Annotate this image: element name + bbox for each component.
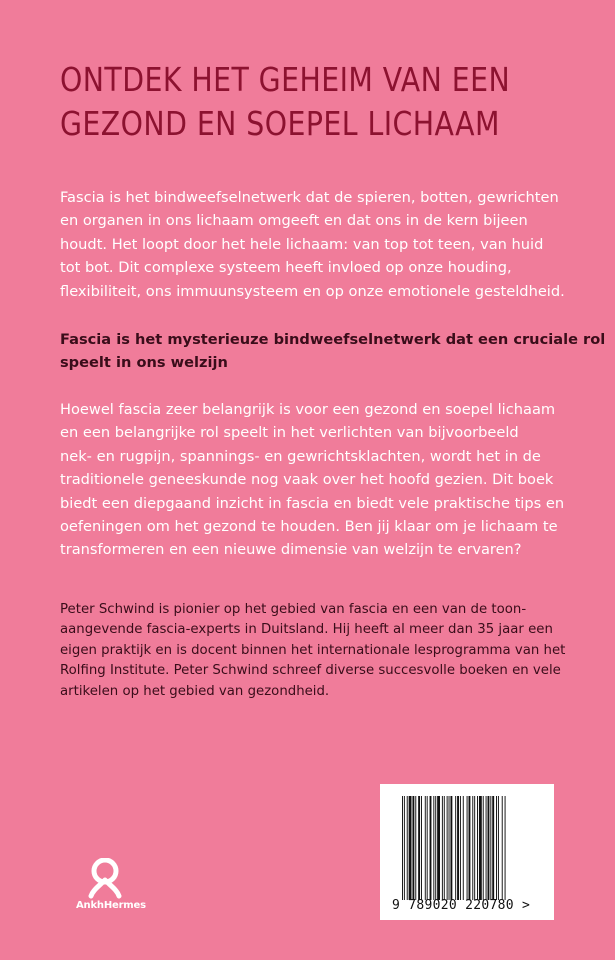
barcode-bar bbox=[463, 796, 464, 900]
barcode-bar bbox=[455, 796, 456, 900]
intro-line: tot bot. Dit complexe systeem heeft invloed op onze houding, bbox=[60, 259, 512, 277]
barcode-bar bbox=[502, 796, 503, 900]
barcode-bar bbox=[460, 796, 461, 900]
body-line: biedt een diepgaand inzicht in fascia en biedt vele praktische tips en bbox=[60, 494, 565, 512]
barcode-bar bbox=[404, 796, 405, 900]
highlight-paragraph bbox=[60, 328, 606, 375]
headline bbox=[60, 58, 511, 146]
body-line: nek- en rugpijn, spannings- en gewrichtsklachten, wordt het in de bbox=[60, 447, 541, 465]
barcode-bar bbox=[472, 796, 473, 900]
bio-line: artikelen op het gebied van gezondheid. bbox=[60, 683, 330, 699]
intro-line: houdt. Het loopt door het hele lichaam: van top tot teen, van huid bbox=[60, 235, 544, 253]
barcode-bars bbox=[402, 796, 536, 900]
publisher-logo bbox=[76, 858, 146, 918]
barcode-bar bbox=[415, 796, 416, 900]
barcode-bar bbox=[477, 796, 478, 900]
body-line: oefeningen om het gezond te houden. Ben jij klaar om je lichaam te bbox=[60, 518, 558, 536]
headline-line-2: GEZOND EN SOEPEL LICHAAM bbox=[60, 104, 500, 143]
body-paragraph bbox=[60, 398, 580, 562]
body-line: en een belangrijke rol speelt in het verlichten van bijvoorbeeld bbox=[60, 424, 519, 442]
barcode-bar bbox=[469, 796, 471, 900]
barcode-bar bbox=[433, 796, 434, 900]
intro-paragraph bbox=[60, 186, 580, 303]
barcode-bar bbox=[490, 796, 491, 900]
barcode-bar bbox=[412, 796, 414, 900]
barcode-bar bbox=[474, 796, 475, 900]
intro-line: Fascia is het bindweefselnetwerk dat de spieren, botten, gewrichten bbox=[60, 189, 559, 206]
barcode-bar bbox=[435, 796, 436, 900]
body-line: Hoewel fascia zeer belangrijk is voor een gezond en soepel lichaam bbox=[60, 401, 556, 418]
barcode-bar bbox=[450, 796, 452, 900]
bio-line: eigen praktijk en is docent binnen het internationale lesprogramma van het bbox=[60, 642, 566, 658]
intro-line: flexibiliteit, ons immuunsysteem en op onze emotionele gesteldheid. bbox=[60, 282, 565, 300]
highlight-line: Fascia is het mysterieuze bindweefselnetwerk dat een cruciale rol bbox=[60, 331, 606, 348]
barcode-bar bbox=[442, 796, 443, 900]
intro-line: en organen in ons lichaam omgeeft en dat ons in de kern bijeen bbox=[60, 212, 528, 230]
barcode-digits: 9 789020 220780 > bbox=[392, 898, 531, 913]
body-line: traditionele geneeskunde nog vaak over het hoofd gezien. Dit boek bbox=[60, 471, 554, 489]
barcode bbox=[380, 784, 554, 920]
barcode-bar bbox=[492, 796, 494, 900]
highlight-line: speelt in ons welzijn bbox=[60, 354, 228, 372]
body-line: transformeren en een nieuwe dimensie van welzijn te ervaren? bbox=[60, 541, 522, 559]
barcode-bar bbox=[467, 796, 468, 900]
barcode-bar bbox=[430, 796, 432, 900]
barcode-bar bbox=[421, 796, 422, 900]
barcode-bar bbox=[418, 796, 420, 900]
publisher-name: AnkhHermes bbox=[76, 900, 146, 911]
barcode-bar bbox=[437, 796, 440, 900]
barcode-bar bbox=[505, 796, 506, 900]
headline-line-1: ONTDEK HET GEHEIM VAN EEN bbox=[60, 60, 511, 99]
bio-line: Rolfing Institute. Peter Schwind schreef diverse succesvolle boeken en vele bbox=[60, 663, 561, 679]
barcode-bar bbox=[409, 796, 412, 900]
barcode-bar bbox=[488, 796, 490, 900]
barcode-bar bbox=[425, 796, 426, 900]
barcode-bar bbox=[402, 796, 403, 900]
author-bio bbox=[60, 600, 580, 702]
barcode-bar bbox=[457, 796, 459, 900]
bio-line: Peter Schwind is pionier op het gebied van fascia en een van de toon- bbox=[60, 602, 527, 617]
barcode-bar bbox=[449, 796, 450, 900]
ankhhermes-logo-icon bbox=[87, 858, 123, 900]
barcode-bar bbox=[498, 796, 499, 900]
barcode-bar bbox=[496, 796, 497, 900]
barcode-bar bbox=[447, 796, 448, 900]
barcode-bar bbox=[479, 796, 482, 900]
barcode-bar bbox=[444, 796, 445, 900]
barcode-bar bbox=[427, 796, 428, 900]
bio-line: aangevende fascia-experts in Duitsland. Hij heeft al meer dan 35 jaar een bbox=[60, 622, 553, 638]
barcode-bar bbox=[486, 796, 487, 900]
barcode-bar bbox=[483, 796, 484, 900]
barcode-bar bbox=[407, 796, 408, 900]
